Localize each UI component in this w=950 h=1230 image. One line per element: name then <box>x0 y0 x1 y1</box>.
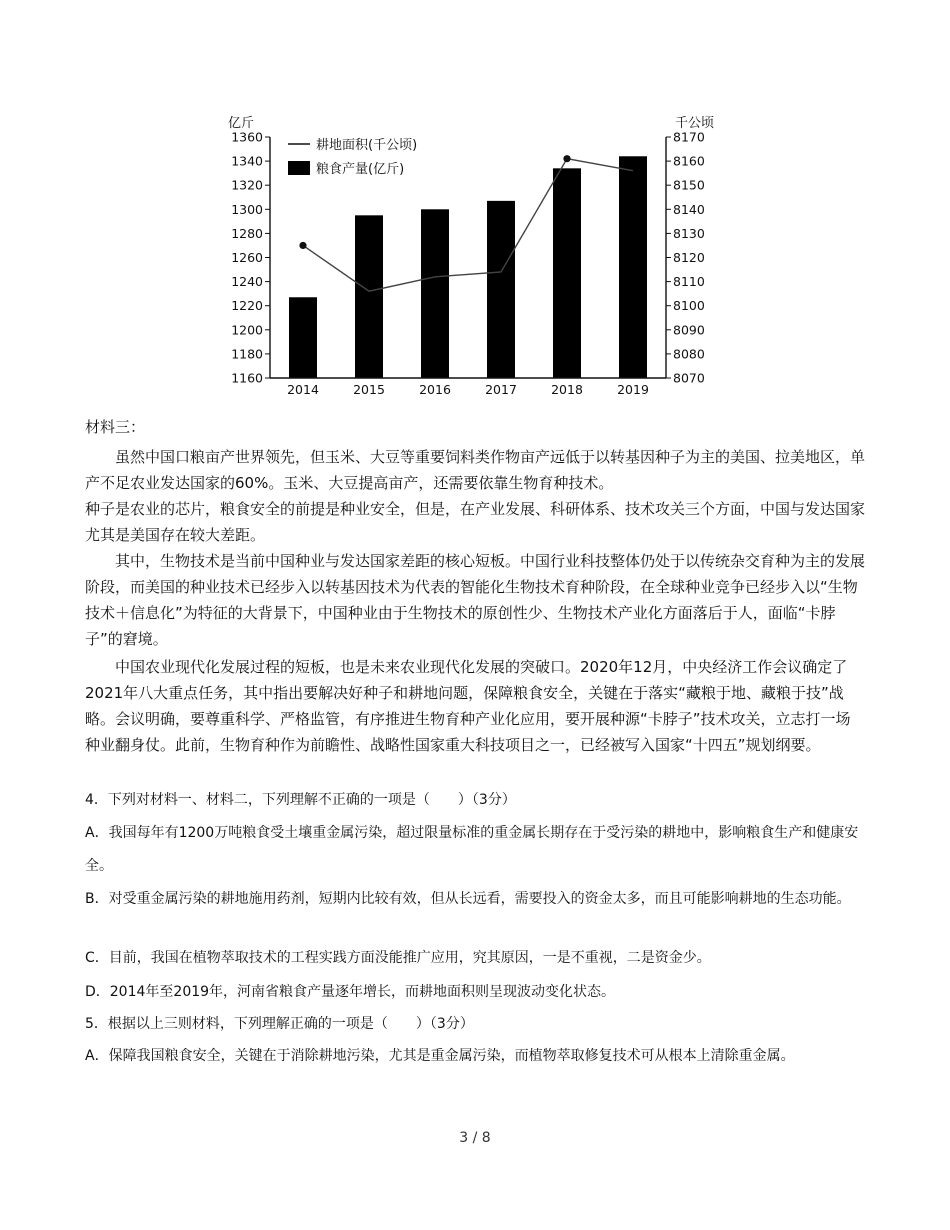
bar-grain-output <box>421 209 449 378</box>
question-4-stem: 4．下列对材料一、材料二，下列理解不正确的一项是（ ）（3分） <box>85 792 516 808</box>
question-4-option-b: B．对受重金属污染的耕地施用药剂，短期内比较有效，但从长远看，需要投入的资金太多，而且可能影响耕地的生态功能。 <box>85 891 851 907</box>
material-three-paragraph-4: 中国农业现代化发展过程的短板，也是未来农业现代化发展的突破口。2020年12月，中央经济工作会议确定了2021年八大重点任务，其中指出要解决好种子和耕地问题，保障粮食安全，关键在于落实“藏粮于地、藏粮于技”战略。会议明确，要尊重科学、严格监管，有序推进生物育种产业化应用，要开展种源“卡脖子”技术攻关，立志打一场种业翻身仗。此前，生物育种作为前瞻性、战略性国家重大科技项目之一，已经被写入国家“十四五”规划纲要。 <box>85 658 851 754</box>
left-axis-tick-label: 1260 <box>231 250 263 265</box>
question-5-option-a: A．保障我国粮食安全，关键在于消除耕地污染，尤其是重金属污染，而植物萃取修复技术可从根本上清除重金属。 <box>85 1048 795 1064</box>
right-axis-tick-label: 8130 <box>673 225 705 241</box>
farmland-area-line <box>303 159 633 292</box>
x-axis-tick-label: 2017 <box>485 382 517 397</box>
question-4-option-c: C．目前，我国在植物萃取技术的工程实践方面没能推广应用，究其原因，一是不重视，二是资金少。 <box>85 950 711 966</box>
page-number: 3 / 8 <box>459 1130 491 1146</box>
right-axis-tick-label: 8140 <box>673 201 705 217</box>
left-axis-tick-label: 1360 <box>231 129 263 145</box>
left-axis-tick-label: 1340 <box>231 153 263 169</box>
bar-grain-output <box>619 156 647 378</box>
left-axis-tick-label: 1180 <box>231 346 263 362</box>
material-three-paragraph-2: 种子是农业的芯片，粮食安全的前提是种业安全，但是，在产业发展、科研体系、技术攻关三个方面，中国与发达国家尤其是美国存在较大差距。 <box>85 500 866 544</box>
question-4-option-d: D．2014年至2019年，河南省粮食产量逐年增长，而耕地面积则呈现波动变化状态。 <box>85 984 616 1000</box>
right-axis-unit: 千公顷 <box>674 116 714 131</box>
right-axis-tick-label: 8070 <box>673 370 705 386</box>
left-axis-tick-label: 1160 <box>231 370 263 386</box>
bar-grain-output <box>355 215 383 378</box>
right-axis-tick-label: 8120 <box>673 250 705 265</box>
left-axis-tick-label: 1280 <box>231 225 263 241</box>
material-three-heading: 材料三： <box>85 418 146 436</box>
bar-series-grain-output <box>289 156 647 378</box>
right-axis-tick-label: 8170 <box>673 129 705 145</box>
left-axis-unit: 亿斤 <box>228 116 255 131</box>
right-axis-tick-label: 8150 <box>673 177 705 193</box>
left-axis-tick-label: 1220 <box>231 298 263 314</box>
right-axis-tick-label: 8100 <box>673 298 705 314</box>
x-axis-tick-label: 2015 <box>353 382 385 397</box>
bar-grain-output <box>553 168 581 378</box>
grain-farmland-chart <box>228 108 728 408</box>
x-axis-tick-label: 2018 <box>551 382 583 397</box>
legend-bar-swatch <box>288 161 310 175</box>
right-axis-tick-label: 8110 <box>673 274 705 290</box>
left-axis-tick-label: 1240 <box>231 274 263 290</box>
x-axis-tick-label: 2019 <box>617 382 649 397</box>
legend-label-farmland: 耕地面积(千公顷) <box>316 138 418 153</box>
chart-legend <box>288 137 417 177</box>
right-axis-tick-label: 8090 <box>673 322 705 338</box>
material-three-paragraph-1: 虽然中国口粮亩产世界领先，但玉米、大豆等重要饲料类作物亩产远低于以转基因种子为主的美国、拉美地区，单产不足农业发达国家的60%。玉米、大豆提高亩产，还需要依靠生物育种技术。 <box>85 448 866 492</box>
bar-grain-output <box>487 201 515 378</box>
farmland-area-point <box>563 155 570 162</box>
left-axis-tick-label: 1300 <box>231 201 263 217</box>
right-axis-tick-label: 8080 <box>673 346 705 362</box>
left-axis-tick-label: 1320 <box>231 177 263 193</box>
material-three-paragraph-3: 其中，生物技术是当前中国种业与发达国家差距的核心短板。中国行业科技整体仍处于以传统杂交育种为主的发展阶段，而美国的种业技术已经步入以转基因技术为代表的智能化生物技术育种阶段，在全球种业竞争已经步入以“生物技术＋信息化”为特征的大背景下，中国种业由于生物技术的原创性少、生物技术产业化方面落后于人，面临“卡脖子”的窘境。 <box>85 552 866 648</box>
x-axis-tick-label: 2014 <box>287 382 319 397</box>
left-axis-tick-label: 1200 <box>231 322 263 338</box>
question-5-stem: 5．根据以上三则材料，下列理解正确的一项是（ ）（3分） <box>85 1016 474 1032</box>
right-axis-tick-label: 8160 <box>673 153 705 169</box>
question-4-option-a: A．我国每年有1200万吨粮食受土壤重金属污染，超过限量标准的重金属长期存在于受污染的耕地中，影响粮食生产和健康安全。 <box>85 825 859 874</box>
farmland-area-point <box>299 242 306 249</box>
bar-grain-output <box>289 297 317 378</box>
legend-label-grain: 粮食产量(亿斤) <box>316 162 405 177</box>
x-axis-tick-label: 2016 <box>419 382 451 397</box>
